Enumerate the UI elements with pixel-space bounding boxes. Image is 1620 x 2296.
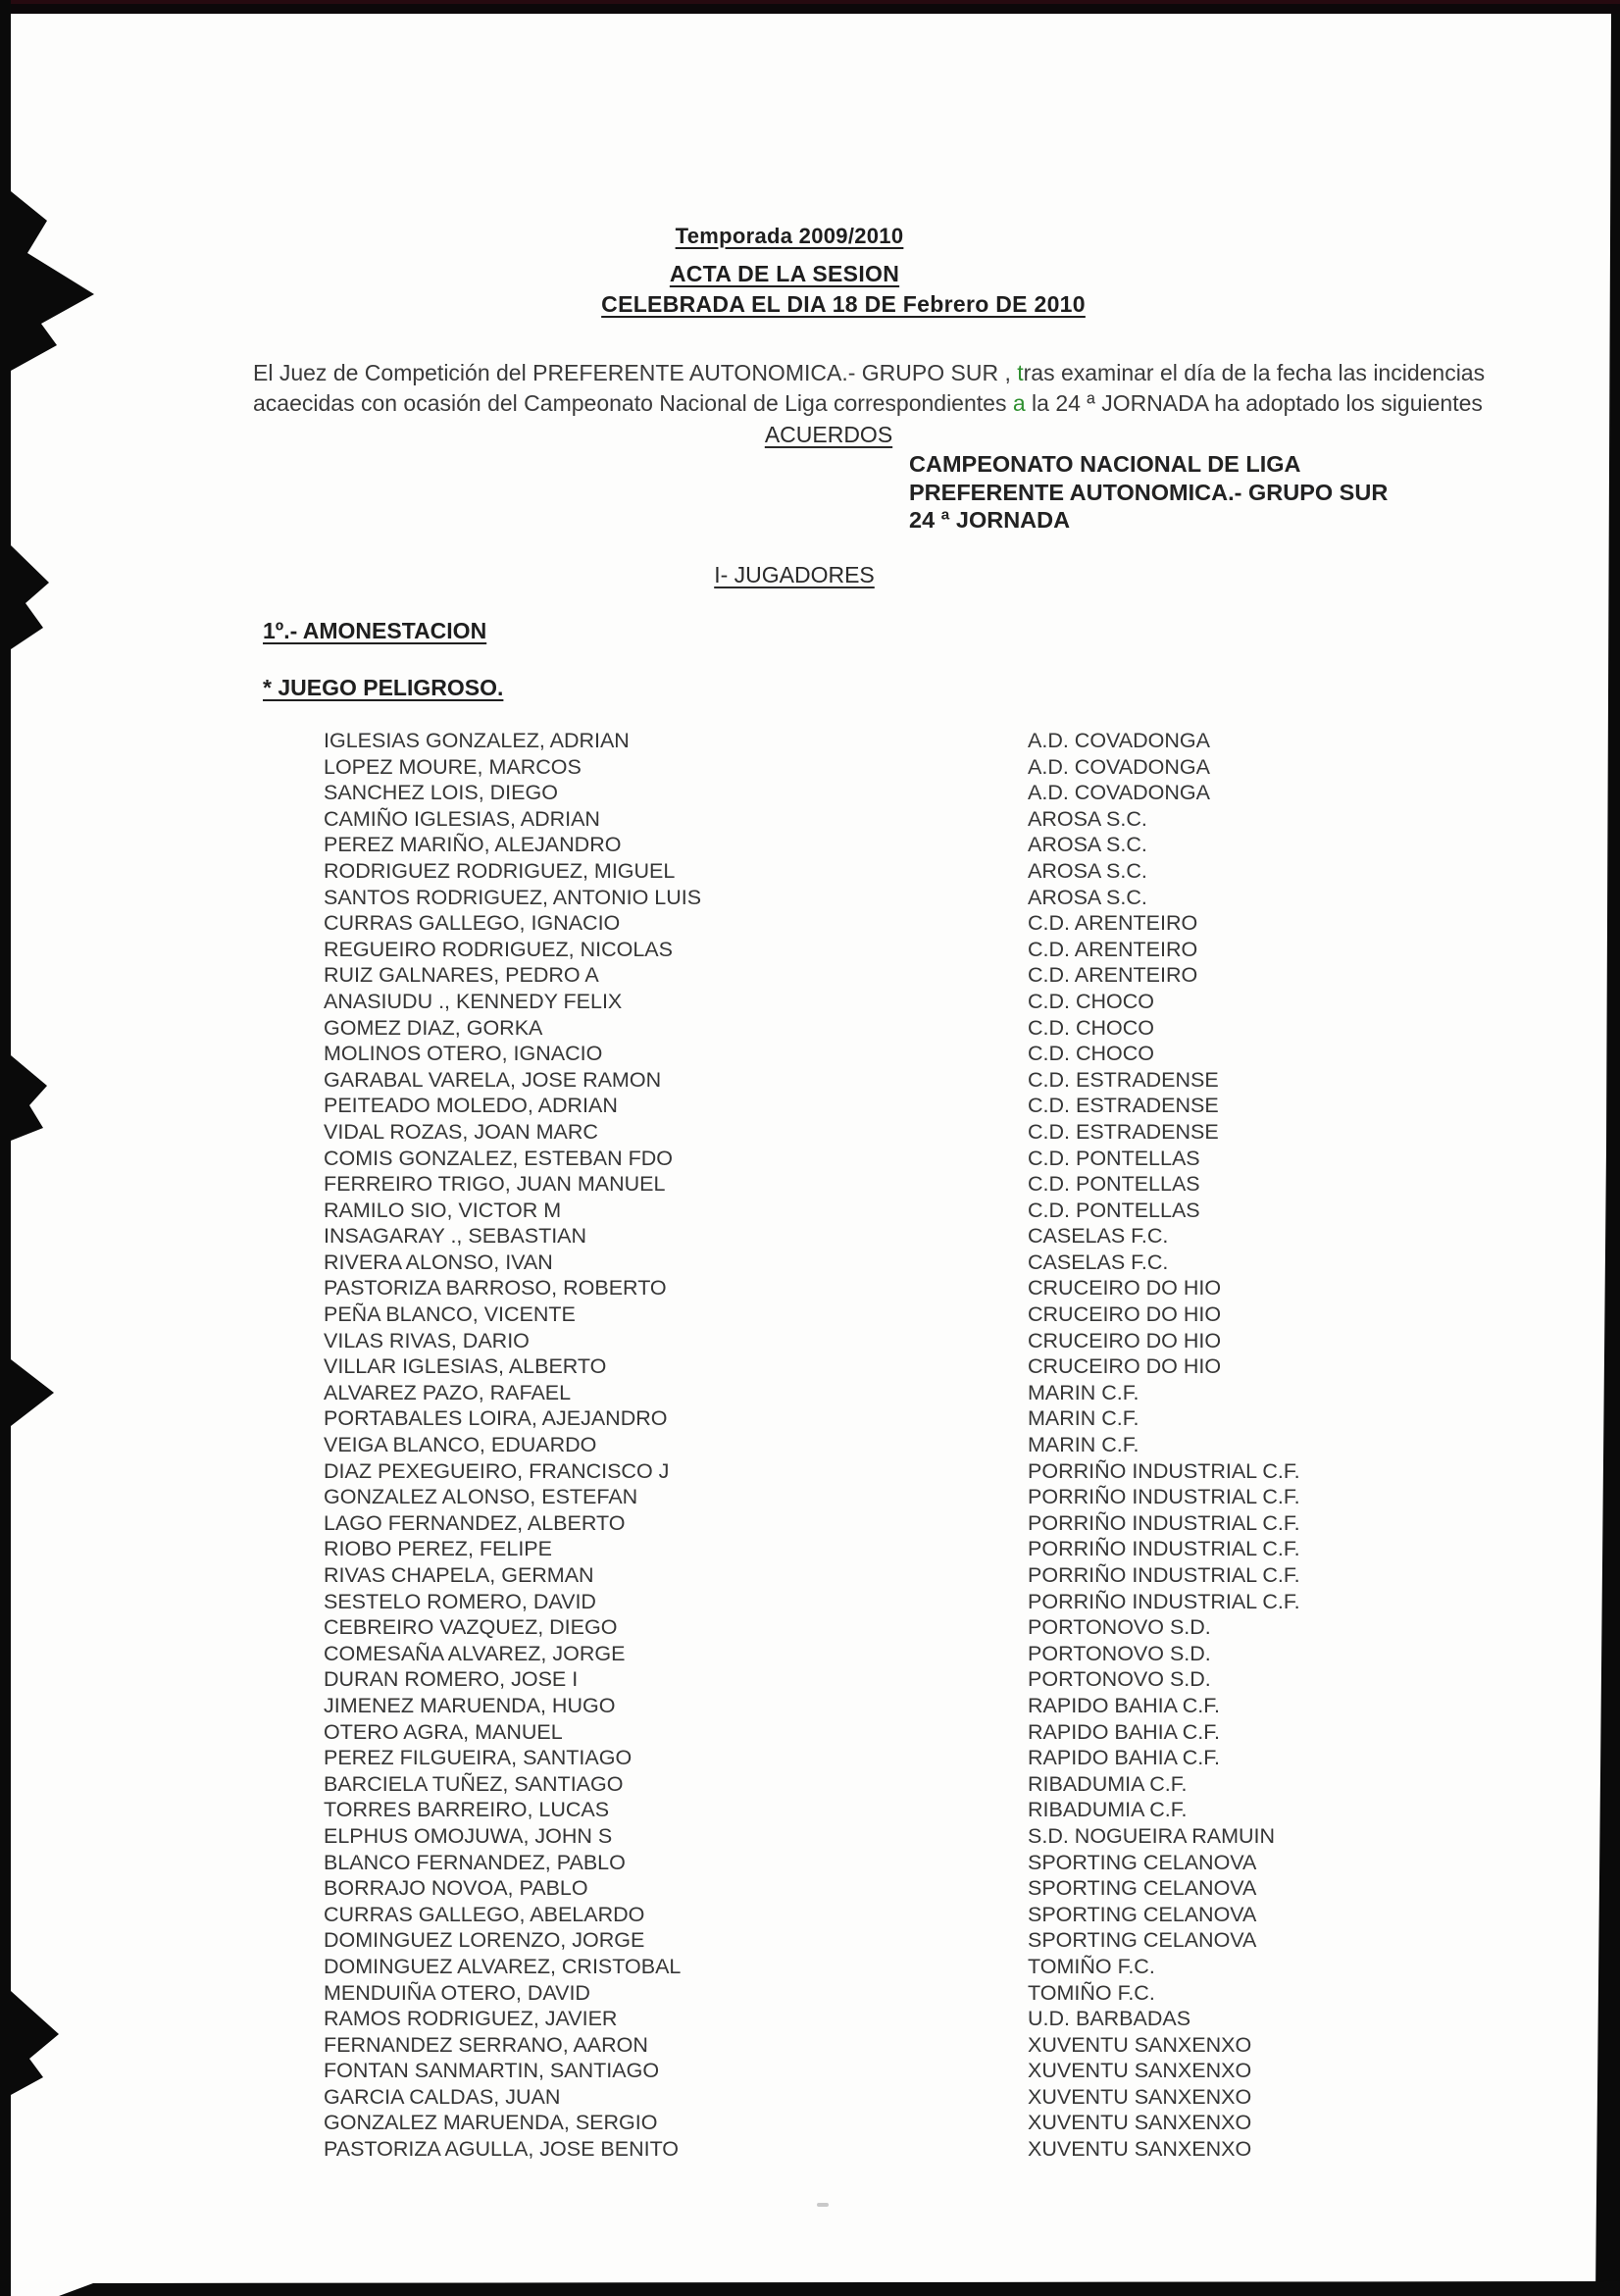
player-name: ANASIUDU ., KENNEDY FELIX	[324, 989, 623, 1013]
intro-text: la 24 ª JORNADA ha adoptado los siguientes	[1025, 390, 1483, 416]
player-name: FONTAN SANMARTIN, SANTIAGO	[324, 2059, 660, 2083]
club-name: C.D. PONTELLAS	[1028, 1146, 1200, 1170]
player-name: GARCIA CALDAS, JUAN	[324, 2084, 561, 2109]
player-name: REGUEIRO RODRIGUEZ, NICOLAS	[324, 937, 673, 961]
scan-right-strip	[1595, 14, 1620, 2296]
player-name: PEREZ FILGUEIRA, SANTIAGO	[324, 1746, 633, 1770]
club-name: PORRIÑO INDUSTRIAL C.F.	[1028, 1537, 1300, 1561]
sanction-row	[324, 833, 1500, 859]
sanction-row	[324, 1720, 1500, 1747]
player-name: PEREZ MARIÑO, ALEJANDRO	[324, 833, 622, 857]
intro-text: acaecidas con ocasión del Campeonato Nacional de Liga correspondientes	[253, 390, 1013, 416]
player-name: DOMINGUEZ ALVAREZ, CRISTOBAL	[324, 1954, 682, 1978]
intro-text: El Juez de Competición del PREFERENTE AUTONOMICA.- GRUPO SUR ,	[253, 360, 1018, 385]
player-name: PASTORIZA BARROSO, ROBERTO	[324, 1276, 667, 1301]
club-name: PORRIÑO INDUSTRIAL C.F.	[1028, 1510, 1300, 1535]
club-name: CRUCEIRO DO HIO	[1028, 1328, 1222, 1352]
player-name: BORRAJO NOVOA, PABLO	[324, 1876, 588, 1901]
player-name: COMIS GONZALEZ, ESTEBAN FDO	[324, 1146, 673, 1170]
sanction-row	[324, 1433, 1500, 1459]
club-name: SPORTING CELANOVA	[1028, 1902, 1257, 1926]
sanction-row	[324, 1876, 1500, 1903]
sanction-row	[324, 859, 1500, 886]
player-name: RAMOS RODRIGUEZ, JAVIER	[324, 2007, 618, 2031]
scan-left-strip	[0, 0, 11, 2296]
sanction-row	[324, 1068, 1500, 1095]
club-name: PORRIÑO INDUSTRIAL C.F.	[1028, 1563, 1300, 1587]
sanction-row	[324, 1667, 1500, 1694]
sanction-row	[324, 1250, 1500, 1277]
sanction-row	[324, 1772, 1500, 1799]
sanction-row	[324, 1172, 1500, 1199]
club-name: C.D. ESTRADENSE	[1028, 1119, 1219, 1144]
sanction-row	[324, 1224, 1500, 1250]
club-name: TOMIÑO F.C.	[1028, 1980, 1155, 2005]
player-name: FERREIRO TRIGO, JUAN MANUEL	[324, 1172, 666, 1197]
player-name: OTERO AGRA, MANUEL	[324, 1719, 563, 1744]
club-name: A.D. COVADONGA	[1028, 729, 1210, 752]
intro-text: ras examinar el día de la fecha las incidencias	[1023, 360, 1486, 385]
club-name: CASELAS F.C.	[1028, 1224, 1169, 1249]
sanction-row	[324, 1642, 1500, 1668]
sanction-row	[324, 1955, 1500, 1981]
player-name: LOPEZ MOURE, MARCOS	[324, 754, 582, 779]
sanction-row	[324, 755, 1500, 782]
club-name: AROSA S.C.	[1028, 806, 1147, 831]
club-name: C.D. ARENTEIRO	[1028, 937, 1198, 961]
sanction-row	[324, 911, 1500, 938]
club-name: C.D. PONTELLAS	[1028, 1172, 1200, 1197]
club-name: MARIN C.F.	[1028, 1406, 1139, 1431]
player-name: GOMEZ DIAZ, GORKA	[324, 1015, 543, 1040]
club-name: RAPIDO BAHIA C.F.	[1028, 1693, 1220, 1717]
scan-top-bar	[0, 0, 1620, 14]
player-name: PORTABALES LOIRA, AJEJANDRO	[324, 1406, 668, 1431]
club-name: S.D. NOGUEIRA RAMUIN	[1028, 1823, 1276, 1848]
sanction-row	[324, 1746, 1500, 1772]
session-title-line2: CELEBRADA EL DIA 18 DE Febrero DE 2010	[601, 291, 1086, 317]
sanction-row	[324, 1042, 1500, 1068]
sanction-row	[324, 1903, 1500, 1929]
player-name: SANCHEZ LOIS, DIEGO	[324, 781, 558, 805]
subsection-heading-amonestacion: 1º.- AMONESTACION	[263, 618, 487, 643]
scan-smudge	[817, 2203, 829, 2207]
club-name: C.D. ARENTEIRO	[1028, 911, 1198, 936]
sanction-row	[324, 2007, 1500, 2033]
player-name: DOMINGUEZ LORENZO, JORGE	[324, 1928, 645, 1953]
sanction-row	[324, 1537, 1500, 1563]
player-name: RIVERA ALONSO, IVAN	[324, 1250, 553, 1274]
sanction-row	[324, 1199, 1500, 1225]
player-name: BLANCO FERNANDEZ, PABLO	[324, 1850, 626, 1874]
club-name: AROSA S.C.	[1028, 833, 1147, 857]
player-name: GARABAL VARELA, JOSE RAMON	[324, 1067, 662, 1092]
player-name: GONZALEZ MARUENDA, SERGIO	[324, 2111, 658, 2135]
player-name: GONZALEZ ALONSO, ESTEFAN	[324, 1485, 638, 1509]
sanction-row	[324, 1016, 1500, 1043]
sanction-row	[324, 1485, 1500, 1511]
club-name: RIBADUMIA C.F.	[1028, 1771, 1188, 1796]
sanction-row	[324, 1824, 1500, 1851]
sanction-row	[324, 1302, 1500, 1329]
club-name: C.D. CHOCO	[1028, 1042, 1154, 1066]
sanction-row	[324, 2111, 1500, 2137]
sanction-row	[324, 886, 1500, 912]
sanction-row	[324, 990, 1500, 1016]
player-name: PASTORIZA AGULLA, JOSE BENITO	[324, 2137, 680, 2162]
player-name: JIMENEZ MARUENDA, HUGO	[324, 1693, 616, 1717]
club-name: C.D. CHOCO	[1028, 1015, 1154, 1040]
club-name: XUVENTU SANXENXO	[1028, 2137, 1252, 2162]
club-name: PORTONOVO S.D.	[1028, 1615, 1211, 1640]
club-name: MARIN C.F.	[1028, 1433, 1139, 1457]
club-name: CRUCEIRO DO HIO	[1028, 1302, 1222, 1327]
section-heading-jugadores: I- JUGADORES	[714, 562, 875, 587]
club-name: CASELAS F.C.	[1028, 1250, 1169, 1274]
club-name: PORTONOVO S.D.	[1028, 1641, 1211, 1665]
sanction-row	[324, 729, 1500, 755]
sanction-row	[324, 963, 1500, 990]
club-name: XUVENTU SANXENXO	[1028, 2032, 1252, 2057]
competition-group: PREFERENTE AUTONOMICA.- GRUPO SUR	[909, 479, 1389, 505]
player-name: DURAN ROMERO, JOSE I	[324, 1667, 579, 1692]
sanction-row	[324, 1981, 1500, 2008]
sanction-row	[324, 1694, 1500, 1720]
player-name: RIVAS CHAPELA, GERMAN	[324, 1563, 594, 1587]
club-name: MARIN C.F.	[1028, 1380, 1139, 1404]
player-name: RAMILO SIO, VICTOR M	[324, 1198, 562, 1222]
sanction-row	[324, 1406, 1500, 1433]
intro-green-artifact: a	[1012, 390, 1026, 416]
club-name: C.D. ESTRADENSE	[1028, 1067, 1219, 1092]
intro-green-artifact: t	[1017, 360, 1024, 385]
sanction-row	[324, 2085, 1500, 2112]
sanction-row	[324, 1381, 1500, 1407]
club-name: RAPIDO BAHIA C.F.	[1028, 1746, 1220, 1770]
sanction-row	[324, 1459, 1500, 1486]
acuerdos-heading: ACUERDOS	[764, 422, 893, 447]
season-title: Temporada 2009/2010	[675, 224, 904, 248]
club-name: C.D. PONTELLAS	[1028, 1198, 1200, 1222]
club-name: AROSA S.C.	[1028, 885, 1147, 909]
sanction-row	[324, 1928, 1500, 1955]
club-name: U.D. BARBADAS	[1028, 2007, 1191, 2031]
player-name: LAGO FERNANDEZ, ALBERTO	[324, 1510, 626, 1535]
player-name: VIDAL ROZAS, JOAN MARC	[324, 1119, 598, 1144]
player-name: RODRIGUEZ RODRIGUEZ, MIGUEL	[324, 858, 676, 883]
sanction-row	[324, 1590, 1500, 1616]
player-name: SESTELO ROMERO, DAVID	[324, 1589, 596, 1613]
sanction-row	[324, 938, 1500, 964]
club-name: C.D. ESTRADENSE	[1028, 1094, 1219, 1118]
player-name: VEIGA BLANCO, EDUARDO	[324, 1433, 597, 1457]
sanction-row	[324, 1120, 1500, 1147]
club-name: CRUCEIRO DO HIO	[1028, 1276, 1222, 1301]
player-name: VILLAR IGLESIAS, ALBERTO	[324, 1354, 607, 1379]
sanction-row	[324, 807, 1500, 834]
club-name: PORRIÑO INDUSTRIAL C.F.	[1028, 1589, 1300, 1613]
player-name: BARCIELA TUÑEZ, SANTIAGO	[324, 1771, 624, 1796]
player-name: ELPHUS OMOJUWA, JOHN S	[324, 1823, 613, 1848]
club-name: AROSA S.C.	[1028, 858, 1147, 883]
player-name: ALVAREZ PAZO, RAFAEL	[324, 1380, 572, 1404]
player-name: TORRES BARREIRO, LUCAS	[324, 1798, 610, 1822]
sanction-row	[324, 1511, 1500, 1538]
club-name: RIBADUMIA C.F.	[1028, 1798, 1188, 1822]
club-name: CRUCEIRO DO HIO	[1028, 1354, 1222, 1379]
player-name: INSAGARAY ., SEBASTIAN	[324, 1224, 587, 1249]
club-name: C.D. CHOCO	[1028, 989, 1154, 1013]
sanction-row	[324, 1094, 1500, 1120]
sanction-row	[324, 1563, 1500, 1590]
intro-paragraph-line2	[253, 390, 1483, 417]
player-name: FERNANDEZ SERRANO, AARON	[324, 2032, 648, 2057]
player-name: CEBREIRO VAZQUEZ, DIEGO	[324, 1615, 618, 1640]
sanction-row	[324, 1276, 1500, 1302]
sanction-row	[324, 1147, 1500, 1173]
player-name: PEITEADO MOLEDO, ADRIAN	[324, 1094, 618, 1118]
player-name: SANTOS RODRIGUEZ, ANTONIO LUIS	[324, 885, 702, 909]
sanction-row	[324, 2059, 1500, 2085]
club-name: XUVENTU SANXENXO	[1028, 2111, 1252, 2135]
club-name: PORRIÑO INDUSTRIAL C.F.	[1028, 1485, 1300, 1509]
sanction-row	[324, 1329, 1500, 1355]
sanction-row	[324, 1798, 1500, 1824]
intro-paragraph-line1	[253, 360, 1485, 386]
club-name: SPORTING CELANOVA	[1028, 1850, 1257, 1874]
club-name: A.D. COVADONGA	[1028, 754, 1210, 779]
player-name: RIOBO PEREZ, FELIPE	[324, 1537, 552, 1561]
player-name: COMESAÑA ALVAREZ, JORGE	[324, 1641, 626, 1665]
sanction-row	[324, 2137, 1500, 2164]
player-name: CURRAS GALLEGO, IGNACIO	[324, 911, 621, 936]
scan-bottom-bar	[59, 2281, 1620, 2296]
player-name: CURRAS GALLEGO, ABELARDO	[324, 1902, 645, 1926]
sanction-row	[324, 1615, 1500, 1642]
player-name: MOLINOS OTERO, IGNACIO	[324, 1042, 603, 1066]
player-name: RUIZ GALNARES, PEDRO A	[324, 963, 599, 988]
club-name: SPORTING CELANOVA	[1028, 1928, 1257, 1953]
club-name: XUVENTU SANXENXO	[1028, 2059, 1252, 2083]
competition-matchday: 24 ª JORNADA	[909, 507, 1071, 533]
club-name: A.D. COVADONGA	[1028, 781, 1210, 805]
offense-heading-juego-peligroso: * JUEGO PELIGROSO.	[263, 675, 504, 700]
player-name: VILAS RIVAS, DARIO	[324, 1328, 530, 1352]
sanction-row	[324, 1851, 1500, 1877]
club-name: C.D. ARENTEIRO	[1028, 963, 1198, 988]
player-name: DIAZ PEXEGUEIRO, FRANCISCO J	[324, 1458, 670, 1483]
club-name: TOMIÑO F.C.	[1028, 1954, 1155, 1978]
player-name: PEÑA BLANCO, VICENTE	[324, 1302, 576, 1327]
club-name: SPORTING CELANOVA	[1028, 1876, 1257, 1901]
competition-name: CAMPEONATO NACIONAL DE LIGA	[909, 451, 1301, 477]
club-name: PORTONOVO S.D.	[1028, 1667, 1211, 1692]
club-name: PORRIÑO INDUSTRIAL C.F.	[1028, 1458, 1300, 1483]
sanction-row	[324, 2033, 1500, 2060]
club-name: RAPIDO BAHIA C.F.	[1028, 1719, 1220, 1744]
player-name: IGLESIAS GONZALEZ, ADRIAN	[324, 729, 630, 752]
club-name: XUVENTU SANXENXO	[1028, 2084, 1252, 2109]
player-name: MENDUIÑA OTERO, DAVID	[324, 1980, 590, 2005]
sanctions-list	[324, 729, 1500, 2164]
sanction-row	[324, 1354, 1500, 1381]
sanction-row	[324, 781, 1500, 807]
session-title-line1: ACTA DE LA SESION	[669, 261, 900, 286]
competition-block	[909, 450, 1388, 535]
player-name: CAMIÑO IGLESIAS, ADRIAN	[324, 806, 600, 831]
